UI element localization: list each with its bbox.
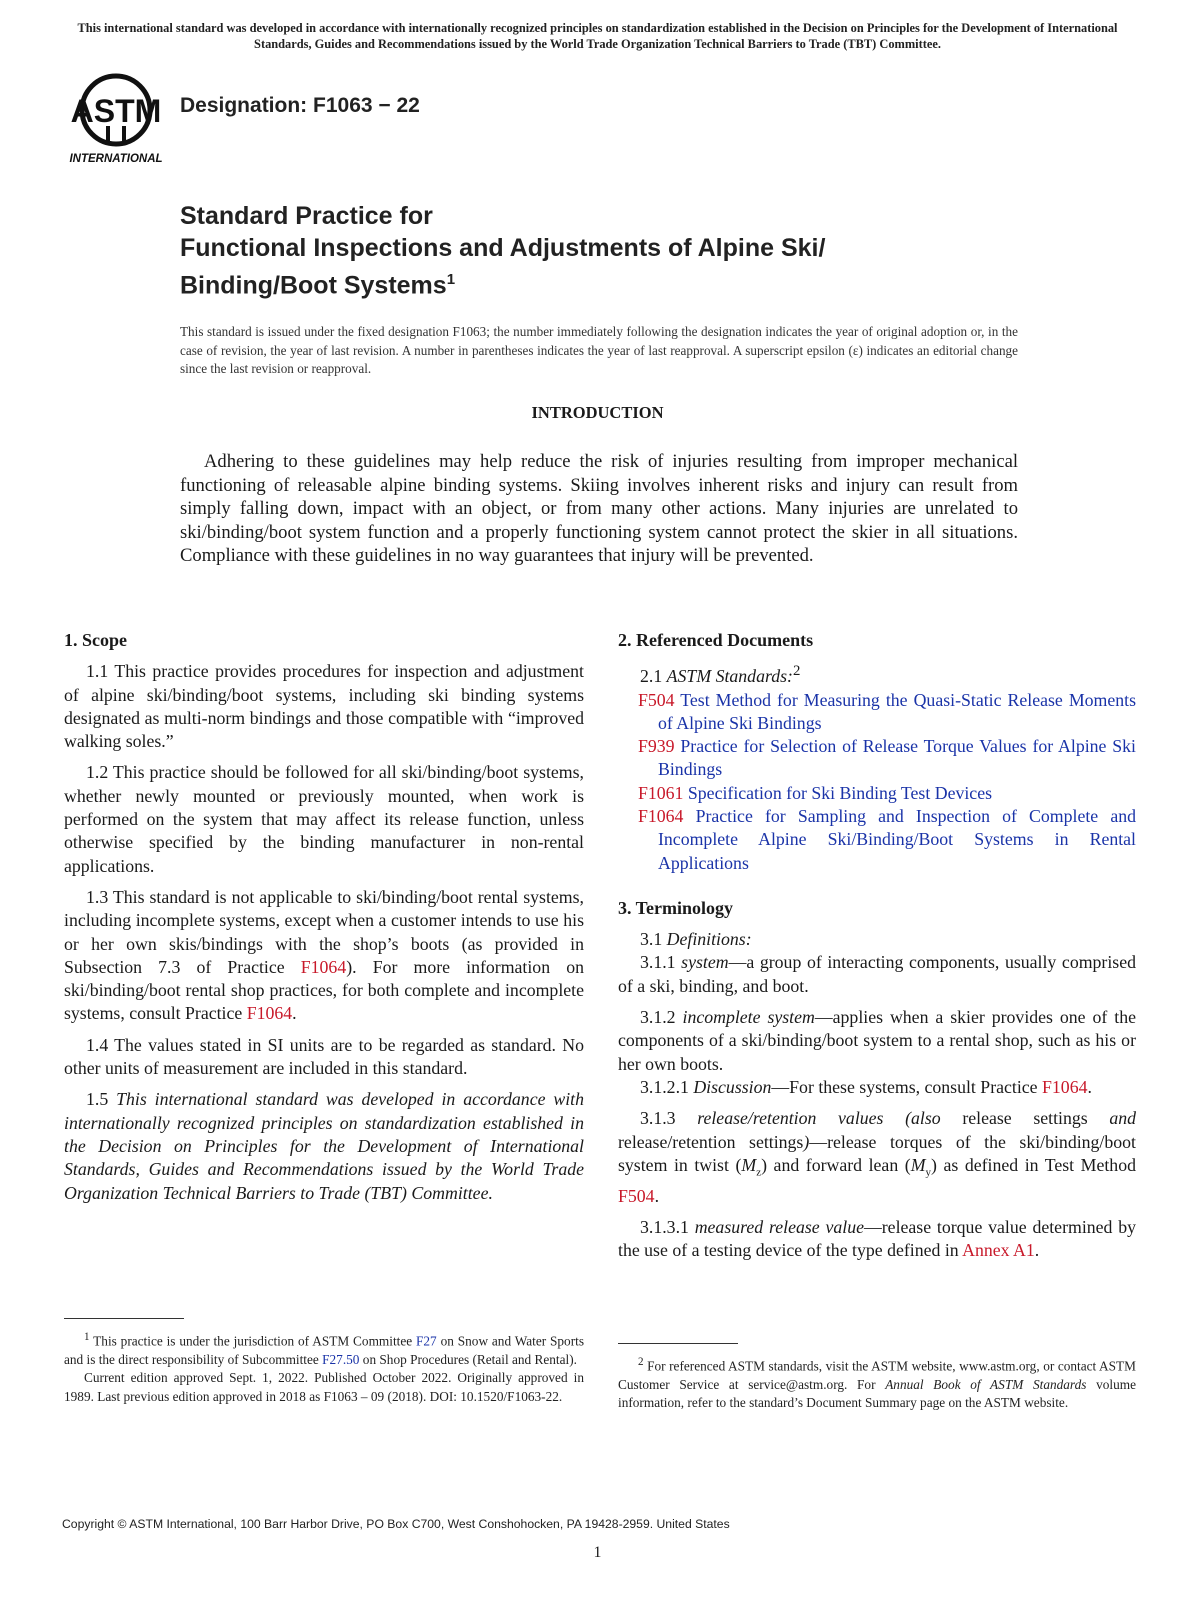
- issued-note: This standard is issued under the fixed designation F1063; the number immediately following the designation indicates the year of original adoption or, in the case of revision, the year of last revision. A number in parentheses indicates the year of last reapproval. A superscript epsilon (ε) indicates an editorial change since the last revision or reapproval.: [180, 324, 1018, 376]
- footnote-2-a: For referenced ASTM standards, visit the ASTM website, www.astm.org, or contact ASTM Customer Service at service@astm.org. For: [618, 1358, 1136, 1392]
- para-3-1-label: Definitions:: [666, 929, 752, 950]
- designation: Designation: F1063 − 22: [180, 94, 420, 117]
- ref-code[interactable]: F504: [638, 689, 675, 710]
- title-footnote-mark: 1: [446, 271, 456, 288]
- footnote-divider-right: [618, 1343, 738, 1344]
- logo-text: ASTM: [70, 93, 162, 129]
- para-1-4: 1.4 The values stated in SI units are to be regarded as standard. No other units of measurement are included in this standard.: [64, 1034, 584, 1079]
- para-3-1-1: [618, 951, 1136, 998]
- link-annex-a1[interactable]: Annex A1: [962, 1240, 1035, 1261]
- ref-code[interactable]: F1064: [638, 806, 684, 826]
- term-definition: —release torques of the ski/binding/boot system in twist (: [618, 1131, 1136, 1175]
- para-3-1-3-1: [618, 1216, 1136, 1263]
- astm-logo: [62, 70, 170, 166]
- page-number: 1: [593, 1544, 602, 1561]
- para-3-1: [618, 928, 1136, 951]
- para-1-5-text: This international standard was developed in accordance with internationally recognized principles on standardization established in the Decision on Principles for the Development of International Standards, Guides and Recommendations issued by the World Trade Organization Technical Barriers to Trade (TBT) Committee.: [64, 1089, 585, 1203]
- term-definition: ) as defined in Test Method: [931, 1154, 1136, 1175]
- term-end: .: [1087, 1076, 1092, 1097]
- reference-item-f1061[interactable]: [638, 782, 1136, 805]
- para-3-1-3: [618, 1107, 1136, 1208]
- reference-item-f939[interactable]: [638, 735, 1136, 782]
- term-num: 3.1.2.1: [640, 1076, 694, 1097]
- title-line-3: [180, 264, 1080, 301]
- para-3-1-num: 3.1: [640, 929, 667, 950]
- ref-sub-num: 2.1: [640, 666, 667, 687]
- ref-title[interactable]: Specification for Ski Binding Test Devices: [683, 782, 993, 803]
- link-f504[interactable]: F504: [618, 1185, 655, 1206]
- footnote-2-b: volume information, refer to the standard’s Document Summary page on the ASTM website.: [618, 1376, 1136, 1411]
- footnote-1: [64, 1328, 584, 1406]
- ref-title[interactable]: Practice for Sampling and Inspection of Complete and Incomplete Alpine Ski/Binding/Boot Systems in Rental Applications: [658, 806, 1136, 873]
- link-f1064[interactable]: F1064: [246, 1003, 293, 1024]
- term-part: release settings: [940, 1108, 1110, 1129]
- reference-item-f504[interactable]: [638, 689, 1136, 736]
- footnote-1-mark: 1: [84, 1331, 90, 1343]
- link-f27[interactable]: F27: [416, 1333, 437, 1349]
- para-1-5: [64, 1088, 584, 1204]
- astm-logo-icon: [62, 70, 170, 166]
- wto-header-note: This international standard was developed in accordance with internationally recognized principles on standardization established in the Decision on Principles for the Development of International Standards, Guides and Recommendations issued by the World Trade Organization Technical Barriers to Trade (TBT) Committee.: [77, 21, 1118, 51]
- title-line-2: Functional Inspections and Adjustments of Alpine Ski/: [180, 234, 826, 262]
- symbol-m: M: [741, 1154, 757, 1175]
- para-1-2: 1.2 This practice should be followed for all ski/binding/boot systems, whether newly mounted or previously mounted, when work is performed on the system that may affect its release function, unless otherwise specified by the binding manufacturer in non-rental applications.: [64, 762, 584, 876]
- title-line-3-text: Binding/Boot Systems: [180, 271, 447, 300]
- introduction-heading: INTRODUCTION: [531, 403, 664, 422]
- right-column: [618, 629, 1136, 1271]
- term: system: [681, 952, 729, 973]
- term-part: ): [803, 1131, 810, 1152]
- term-definition: ) and forward lean (: [761, 1154, 911, 1175]
- logo-subtitle: INTERNATIONAL: [69, 153, 163, 165]
- title-line-1: Standard Practice for: [180, 202, 433, 230]
- terminology-heading: 3. Terminology: [618, 897, 734, 918]
- footnote-1-c: on Shop Procedures (Retail and Rental).: [359, 1351, 577, 1367]
- footnote-1-a: This practice is under the jurisdiction of ASTM Committee: [89, 1333, 417, 1349]
- reference-item-f1064[interactable]: [638, 805, 1136, 875]
- term-definition: —release torque value determined by the use of a testing device of the type defined in: [618, 1217, 1137, 1261]
- term: release/retention values (also: [697, 1108, 941, 1129]
- term-definition: —applies when a skier provides one of the components of a ski/binding/boot system to a rental shop, such as his or her own boots.: [618, 1007, 1136, 1074]
- footnote-1-b: on Snow and Water Sports and is the direct responsibility of Subcommittee: [64, 1333, 584, 1367]
- term-definition: —a group of interacting components, usually comprised of a ski, binding, and boot.: [618, 952, 1136, 996]
- footnote-2-para: [618, 1353, 1136, 1413]
- ref-code[interactable]: F1061: [638, 782, 684, 803]
- ref-sub-mark: 2: [792, 663, 801, 680]
- footnote-2-italic: Annual Book of ASTM Standards: [885, 1376, 1087, 1392]
- ref-title[interactable]: Practice for Selection of Release Torque Values for Alpine Ski Bindings: [658, 736, 1136, 780]
- term-num: 3.1.2: [640, 1007, 683, 1028]
- term-end: .: [654, 1185, 660, 1206]
- symbol-sub-y: y: [925, 1166, 931, 1179]
- reference-list: [638, 689, 1136, 875]
- copyright-footer: Copyright © ASTM International, 100 Barr Harbor Drive, PO Box C700, West Conshohocken, PA 19428-2959. United States: [62, 1517, 730, 1531]
- term-definition: —For these systems, consult Practice: [771, 1076, 1043, 1097]
- document-title: [180, 200, 1080, 301]
- footnote-2-mark: 2: [638, 1356, 644, 1368]
- para-3-1-2: [618, 1006, 1136, 1076]
- left-column: [64, 629, 584, 1213]
- term-num: 3.1.3.1: [640, 1217, 695, 1237]
- ref-sub-label: ASTM Standards:: [666, 666, 793, 687]
- symbol-sub-z: z: [756, 1166, 762, 1179]
- term-part: release/retention settings: [618, 1131, 804, 1152]
- footnote-1-para: [64, 1328, 584, 1369]
- term: measured release value: [694, 1217, 864, 1237]
- astm-standards-subheading: [618, 660, 1136, 688]
- term-num: 3.1.1: [640, 952, 682, 973]
- link-f1064[interactable]: F1064: [300, 956, 347, 977]
- para-1-5-num: 1.5: [86, 1089, 117, 1110]
- link-f1064[interactable]: F1064: [1042, 1076, 1088, 1097]
- term-end: .: [1034, 1240, 1040, 1261]
- footnote-1-edition: Current edition approved Sept. 1, 2022. Published October 2022. Originally approved in 1989. Last previous edition approved in 2018 as F1063 – 09 (2018). DOI: 10.1520/F1063-22.: [64, 1370, 584, 1404]
- para-3-1-2-1: [618, 1076, 1136, 1099]
- footnote-divider-left: [64, 1318, 184, 1319]
- term-num: 3.1.3: [640, 1108, 698, 1129]
- term: incomplete system: [682, 1007, 815, 1028]
- ref-title[interactable]: Test Method for Measuring the Quasi-Static Release Moments of Alpine Ski Bindings: [658, 689, 1136, 733]
- symbol-m: M: [910, 1154, 926, 1175]
- footnote-2: [618, 1353, 1136, 1413]
- para-1-3-a: 1.3 This standard is not applicable to ski/binding/boot rental systems, including incomplete systems, except when a customer intends to use his or her own skis/bindings with the shop’s boots (as provided in Subsection 7.3 of Practice: [64, 886, 584, 977]
- term: Discussion: [693, 1076, 772, 1097]
- para-1-3-b: ). For more information on ski/binding/boot rental shop practices, for both complete and incomplete systems, consult Practice: [64, 956, 584, 1024]
- term-part: and: [1109, 1108, 1136, 1129]
- ref-code[interactable]: F939: [638, 736, 675, 757]
- para-1-3-c: .: [292, 1003, 297, 1024]
- para-1-3: [64, 886, 584, 1026]
- scope-heading: 1. Scope: [64, 630, 127, 650]
- link-f27-50[interactable]: F27.50: [322, 1351, 360, 1367]
- para-1-1: 1.1 This practice provides procedures for inspection and adjustment of alpine ski/binding/boot systems, including ski binding systems designated as multi-norm bindings and those compatible with “improved walking soles.”: [64, 661, 584, 752]
- referenced-documents-heading: 2. Referenced Documents: [618, 630, 814, 650]
- introduction-text: Adhering to these guidelines may help reduce the risk of injuries resulting from improper mechanical functioning of releasable alpine binding systems. Skiing involves inherent risks and injury can result from simply falling down, impact with an object, or from many other actions. Many injuries are unrelated to ski/binding/boot system function and a properly functioning system cannot protect the skier in all situations. Compliance with these guidelines in no way guarantees that injury will be prevented.: [180, 451, 1018, 566]
